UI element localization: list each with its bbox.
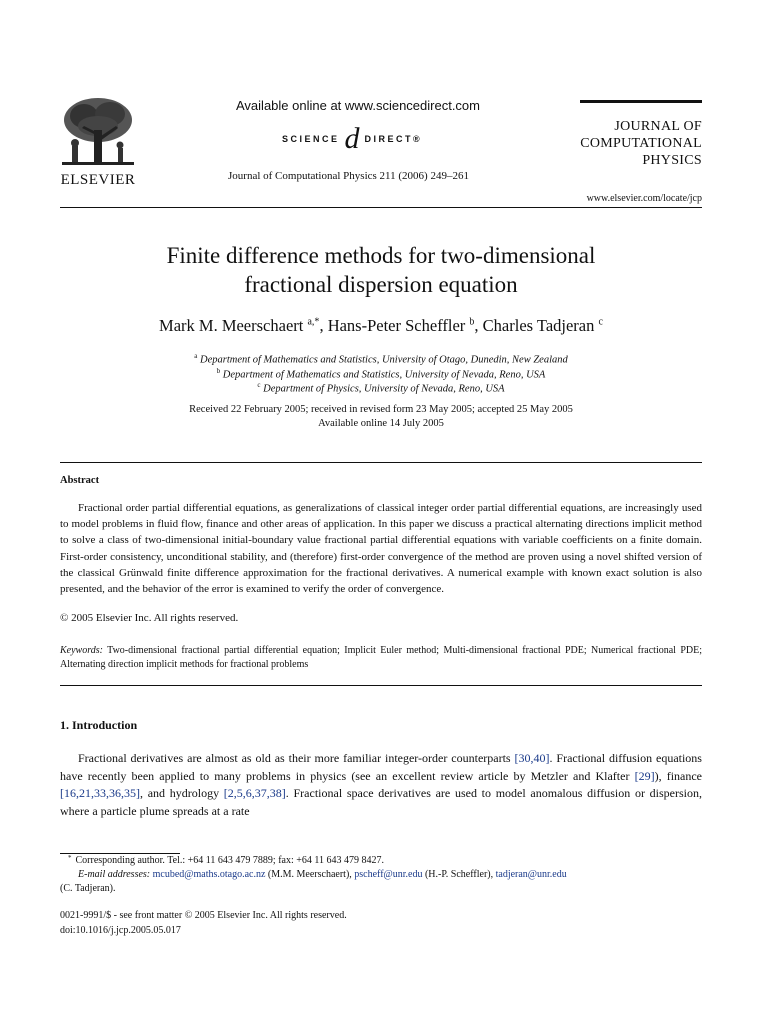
author-sup[interactable]: c — [598, 316, 603, 328]
abstract-bottom-rule — [60, 685, 702, 686]
affiliation — [60, 367, 702, 381]
citation-link[interactable]: [29] — [634, 768, 655, 783]
available-online-text: Available online at www.sciencedirect.com — [236, 98, 480, 113]
received-dates: Received 22 February 2005; received in revised form 23 May 2005; accepted 25 May 2005 — [189, 404, 573, 415]
intro-text: . Fractional space derivatives are used to model anomalous diffusion or dispersion, where a particle plume spreads at a rate — [60, 786, 702, 818]
affiliation-text: Department of Mathematics and Statistics, University of Nevada, Reno, USA — [222, 369, 546, 381]
intro-text: . Fractional diffusion equations have recently been applied to many problems in physics (see an excellent review article by Metzler and Klafter — [60, 751, 702, 783]
journal-title-rule — [580, 100, 702, 103]
citation-link[interactable]: [16,21,33,36,35] — [60, 786, 140, 800]
author-name: Hans-Peter Scheffler — [327, 316, 466, 335]
affiliation-sup: c — [257, 381, 261, 389]
author-sup[interactable]: a,* — [307, 316, 320, 328]
footnote-star: * — [68, 854, 72, 862]
abstract-copyright: © 2005 Elsevier Inc. All rights reserved. — [60, 612, 239, 624]
intro-text: Fractional derivatives are almost as old as their more familiar integer-order counterparts — [78, 751, 515, 765]
intro-paragraph — [60, 750, 702, 820]
keywords-label: Keywords: — [60, 645, 103, 656]
email-link[interactable]: pscheff@unr.edu — [354, 869, 423, 880]
intro-text: ), finance — [654, 768, 703, 783]
tree-icon — [58, 96, 138, 172]
paper-title-line2: fractional dispersion equation — [244, 272, 518, 297]
issn-line: 0021-9991/$ - see front matter © 2005 Elsevier Inc. All rights reserved. — [60, 910, 347, 921]
available-date: Available online 14 July 2005 — [318, 418, 444, 429]
section-heading: 1. Introduction — [60, 718, 138, 732]
affiliation-sup: a — [194, 352, 198, 360]
email-link[interactable]: mcubed@maths.otago.ac.nz — [152, 869, 266, 880]
sciencedirect-logo — [282, 122, 422, 156]
journal-title-line2: COMPUTATIONAL — [580, 136, 702, 151]
journal-url[interactable]: www.elsevier.com/locate/jcp — [586, 193, 702, 204]
abstract-top-rule — [60, 462, 702, 463]
affiliation-text: Department of Mathematics and Statistics, University of Otago, Dunedin, New Zealand — [199, 354, 568, 366]
doi-link[interactable]: doi:10.1016/j.jcp.2005.05.017 — [60, 925, 181, 936]
sciencedirect-right: DIRECT — [364, 134, 414, 144]
affiliation — [60, 352, 702, 366]
journal-citation: Journal of Computational Physics 211 (2006) 249–261 — [228, 170, 469, 182]
keywords — [60, 644, 702, 672]
article-dates — [60, 403, 702, 431]
paper-title — [60, 241, 702, 299]
publisher-name: ELSEVIER — [60, 172, 136, 188]
email-owner: (H.-P. Scheffler), — [422, 869, 496, 880]
affiliation — [60, 381, 702, 395]
keywords-text: Two-dimensional fractional partial differential equation; Implicit Euler method; Multi-dimensional fractional PDE; Numerical fractional PDE; Alternating direction implicit methods for fractional problems — [60, 645, 702, 670]
header-divider — [60, 207, 702, 208]
author-name: Mark M. Meerschaert — [159, 316, 304, 335]
affiliation-text: Department of Physics, University of Nevada, Reno, USA — [263, 383, 505, 395]
citation-link[interactable]: [30,40] — [514, 751, 550, 765]
email-owner: (M.M. Meerschaert), — [265, 869, 355, 880]
author-list: Mark M. Meerschaert $^{a,*}$, Hans-Peter Scheffler $^b$, Charles Tadjeran $^c$ — [159, 316, 603, 335]
affiliation-sup: b — [216, 367, 221, 375]
author-sup[interactable]: b — [469, 316, 475, 328]
sciencedirect-d-icon: d — [344, 122, 360, 155]
paper-title-line1: Finite difference methods for two-dimensional — [166, 243, 596, 268]
journal-title-line1: JOURNAL OF — [614, 119, 702, 134]
footnote — [60, 851, 702, 896]
journal-title-line3: PHYSICS — [642, 153, 702, 168]
email-link[interactable]: tadjeran@unr.edu — [495, 869, 567, 880]
abstract-heading: Abstract — [60, 475, 100, 486]
author-name: Charles Tadjeran — [482, 316, 595, 335]
citation-link[interactable]: [2,5,6,37,38] — [223, 786, 286, 800]
registered-mark: ® — [413, 134, 423, 144]
email-label: E-mail addresses: — [78, 869, 151, 880]
journal-title — [580, 118, 702, 169]
email-owner: (C. Tadjeran). — [60, 883, 116, 894]
corresponding-author: Corresponding author. Tel.: +64 11 643 479 7889; fax: +64 11 643 479 8427. — [75, 855, 385, 866]
abstract-body: Fractional order partial differential equations, as generalizations of classical integer order partial differential equations, are increasingly used to model problems in fluid flow, finance and other areas of application. In this paper we discuss a practical alternating directions implicit method to solve a class of two-dimensional initial-boundary value fractional partial differential equations with variable coefficients on a finite domain. First-order consistency, unconditional stability, and (therefore) first-order convergence of the method are proven using a novel shifted version of the classical Grünwald finite difference approximation for the fractional derivatives. A numerical example with known exact solution is also presented, and the behavior of the error is examined to verify the order of convergence. — [60, 502, 702, 596]
intro-text: , and hydrology — [140, 786, 224, 800]
sciencedirect-left: SCIENCE — [282, 134, 340, 144]
